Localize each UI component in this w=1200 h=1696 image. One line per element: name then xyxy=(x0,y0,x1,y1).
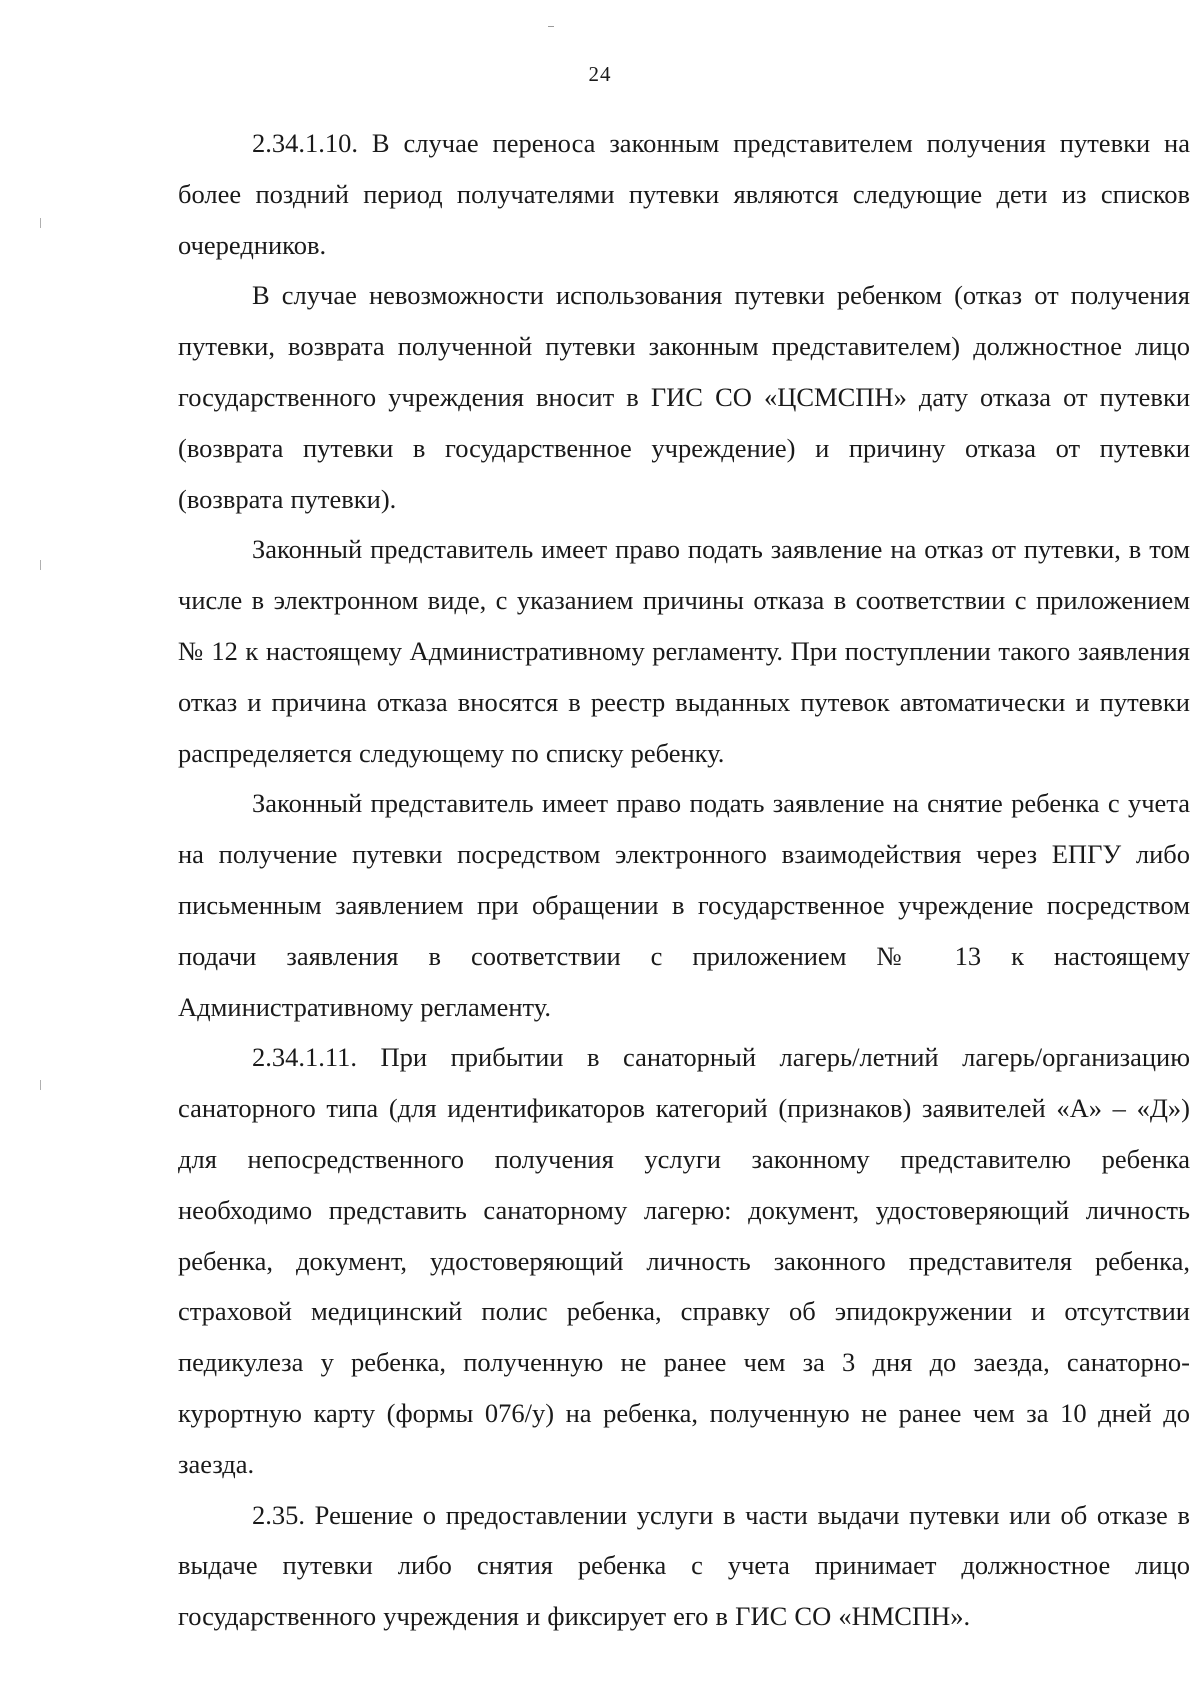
paragraph-refusal-application: Законный представитель имеет право подать заявление на отказ от путевки, в том числе в электронном виде, с указанием причины отказа в соответствии с приложением № 12 к настоящему Административному регламенту. При поступлении такого заявления отказ и причина отказа вносятся в реестр выданных путевок автоматически и путевки распределяется следующему по списку ребенку. xyxy=(178,534,1190,768)
scan-artifact xyxy=(40,218,41,228)
scan-artifact xyxy=(40,560,41,570)
paragraph-deregistration-application: Законный представитель имеет право подать заявление на снятие ребенка с учета на получение путевки посредством электронного взаимодействия через ЕПГУ либо письменным заявлением при обращении в государственное учреждение посредством подачи заявления в соответствии с приложением № 13 к настоящему Административному регламенту. xyxy=(178,788,1190,1022)
scan-artifact xyxy=(548,26,554,27)
document-body xyxy=(178,118,1190,1642)
scan-artifact xyxy=(40,1080,41,1090)
paragraph-2-35: 2.35. Решение о предоставлении услуги в части выдачи путевки или об отказе в выдаче путевки либо снятия ребенка с учета принимает должностное лицо государственного учреждения и фиксирует его в ГИС СО «НМСПН». xyxy=(178,1499,1190,1632)
page-number: 24 xyxy=(588,62,612,86)
paragraph-2-34-1-11: 2.34.1.11. При прибытии в санаторный лагерь/летний лагерь/организацию санаторного типа (для идентификаторов категорий (признаков) заявителей «А» – «Д») для непосредственного получения услуги законному представителю ребенка необходимо представить санаторному лагерю: документ, удостоверяющий личность ребенка, документ, удостоверяющий личность законного представителя ребенка, страховой медицинский полис ребенка, справку об эпидокружении и отсутствии педикулеза у ребенка, полученную не ранее чем за 3 дня до заезда, санаторно-курортную карту (формы 076/у) на ребенка, полученную не ранее чем за 10 дней до заезда. xyxy=(178,1042,1190,1479)
paragraph-refusal-recording: В случае невозможности использования путевки ребенком (отказ от получения путевки, возврата полученной путевки законным представителем) должностное лицо государственного учреждения вносит в ГИС СО «ЦСМСПН» дату отказа от путевки (возврата путевки в государственное учреждение) и причину отказа от путевки (возврата путевки). xyxy=(178,280,1190,514)
paragraph-2-34-1-10: 2.34.1.10. В случае переноса законным представителем получения путевки на более поздний период получателями путевки являются следующие дети из списков очередников. xyxy=(178,128,1190,260)
